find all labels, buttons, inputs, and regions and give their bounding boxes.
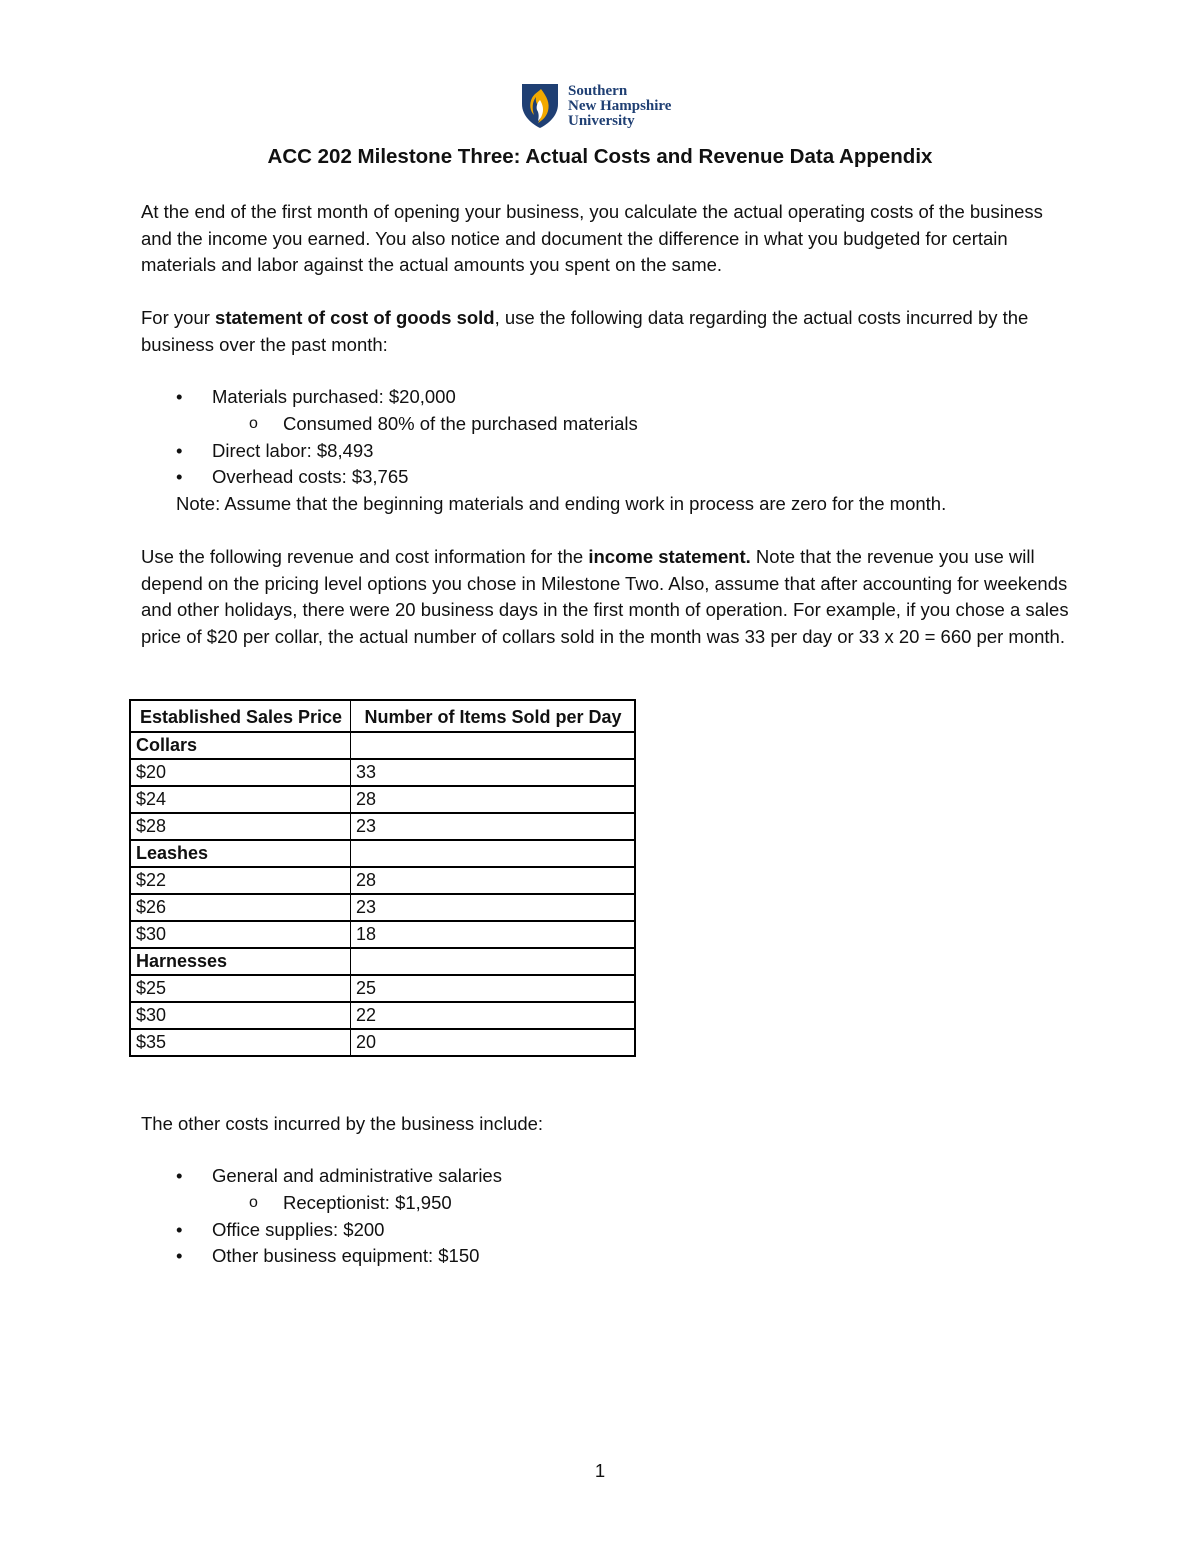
list-item: [141, 438, 1071, 465]
list-item: [141, 1163, 1071, 1190]
table-cell: $25: [130, 975, 351, 1002]
bullet-icon: •: [176, 386, 183, 407]
list-item: [141, 384, 1071, 411]
table-cell: 22: [351, 1002, 636, 1029]
table-row: [130, 867, 635, 894]
bullet-icon: •: [176, 1245, 183, 1267]
income-paragraph: [141, 544, 1071, 651]
list-item-text: Receptionist: $1,950: [283, 1191, 452, 1213]
other-costs-bullet-list: [141, 1163, 1071, 1270]
table-row: [130, 786, 635, 813]
table-row: [130, 894, 635, 921]
logo-line-2: New Hampshire: [568, 98, 672, 114]
logo-line-3: University: [568, 113, 635, 129]
group-label: Leashes: [130, 840, 351, 867]
shield-flame-icon: [520, 82, 560, 130]
table-cell: 28: [351, 867, 636, 894]
table-cell: $24: [130, 786, 351, 813]
sub-bullet-icon: o: [249, 414, 258, 432]
table-row: [130, 1002, 635, 1029]
list-item-text: General and administrative salaries: [212, 1165, 502, 1186]
table-header-row: [130, 700, 635, 732]
table-cell: 23: [351, 813, 636, 840]
list-item-text: Other business equipment: $150: [212, 1245, 480, 1267]
cogs-paragraph: [141, 305, 1071, 358]
income-bold-term: income statement.: [588, 546, 751, 567]
note-text: Note: Assume that the beginning materials and ending work in process are zero for the month.: [176, 493, 947, 514]
table-group-row: [130, 948, 635, 975]
table-cell: $30: [130, 921, 351, 948]
cogs-bullet-list: [141, 384, 1071, 491]
table-cell: 28: [351, 786, 636, 813]
page-title: ACC 202 Milestone Three: Actual Costs and Revenue Data Appendix: [267, 145, 933, 168]
bullet-icon: •: [176, 1218, 183, 1240]
table-row: [130, 759, 635, 786]
table-row: [130, 975, 635, 1002]
table-cell: $20: [130, 759, 351, 786]
list-item-text: Office supplies: $200: [212, 1218, 385, 1240]
list-item-text: Consumed 80% of the purchased materials: [283, 412, 638, 434]
price-table: [129, 699, 636, 1057]
logo-wordmark: [568, 83, 671, 129]
bullet-icon: •: [176, 1165, 183, 1186]
table-cell: [351, 948, 636, 975]
table-header-price: Established Sales Price: [130, 700, 351, 732]
cogs-prefix: For your: [141, 307, 216, 328]
bullet-icon: •: [176, 439, 183, 461]
group-label: Harnesses: [130, 948, 351, 975]
group-label: Collars: [130, 732, 351, 759]
list-item: [141, 1243, 1071, 1270]
table-group-row: [130, 732, 635, 759]
table-cell: $30: [130, 1002, 351, 1029]
table-row: [130, 813, 635, 840]
list-item-text: Materials purchased: $20,000: [212, 386, 456, 407]
table-row: [130, 921, 635, 948]
cogs-bold-term: statement of cost of goods sold: [215, 307, 495, 328]
table-cell: 23: [351, 894, 636, 921]
table-cell: $22: [130, 867, 351, 894]
list-item-text: Direct labor: $8,493: [212, 439, 374, 461]
list-item: [141, 1217, 1071, 1244]
list-item: [141, 464, 1071, 491]
bullet-icon: •: [176, 466, 183, 488]
table-group-row: [130, 840, 635, 867]
income-prefix: Use the following revenue and cost information for the: [141, 546, 589, 567]
cogs-suffix: , use the following data regarding the actual costs incurred by the business over the past month:: [141, 307, 1029, 355]
table-cell: [351, 732, 636, 759]
table-cell: 25: [351, 975, 636, 1002]
table-row: [130, 1029, 635, 1056]
other-costs-intro: The other costs incurred by the business include:: [141, 1113, 544, 1134]
table-cell: 18: [351, 921, 636, 948]
table-cell: $35: [130, 1029, 351, 1056]
sub-bullet-icon: o: [249, 1193, 258, 1211]
table-cell: $28: [130, 813, 351, 840]
list-item: [141, 1190, 1071, 1217]
table-cell: 20: [351, 1029, 636, 1056]
income-suffix: Note that the revenue you use will depend on the pricing level options you chose in Milestone Two. Also, assume that after accounting for weekends and other holidays, there were 20 business days in the first month of operation. For example, if you chose a sales price of $20 per collar, the actual number of collars sold in the month was 33 per day or 33 x 20 = 660 per month.: [141, 546, 1069, 648]
page-number: 1: [594, 1460, 606, 1481]
snhu-logo: [520, 82, 671, 130]
list-item: [141, 411, 1071, 438]
table-cell: [351, 840, 636, 867]
intro-paragraph: At the end of the first month of opening your business, you calculate the actual operating costs of the business and the income you earned. You also notice and document the difference in what you budgeted for certain materials and labor against the actual amounts you spent on the same.: [141, 201, 1043, 276]
table-cell: $26: [130, 894, 351, 921]
table-cell: 33: [351, 759, 636, 786]
logo-line-1: Southern: [568, 83, 628, 99]
table-header-items: Number of Items Sold per Day: [351, 700, 636, 732]
list-item-text: Overhead costs: $3,765: [212, 466, 409, 488]
